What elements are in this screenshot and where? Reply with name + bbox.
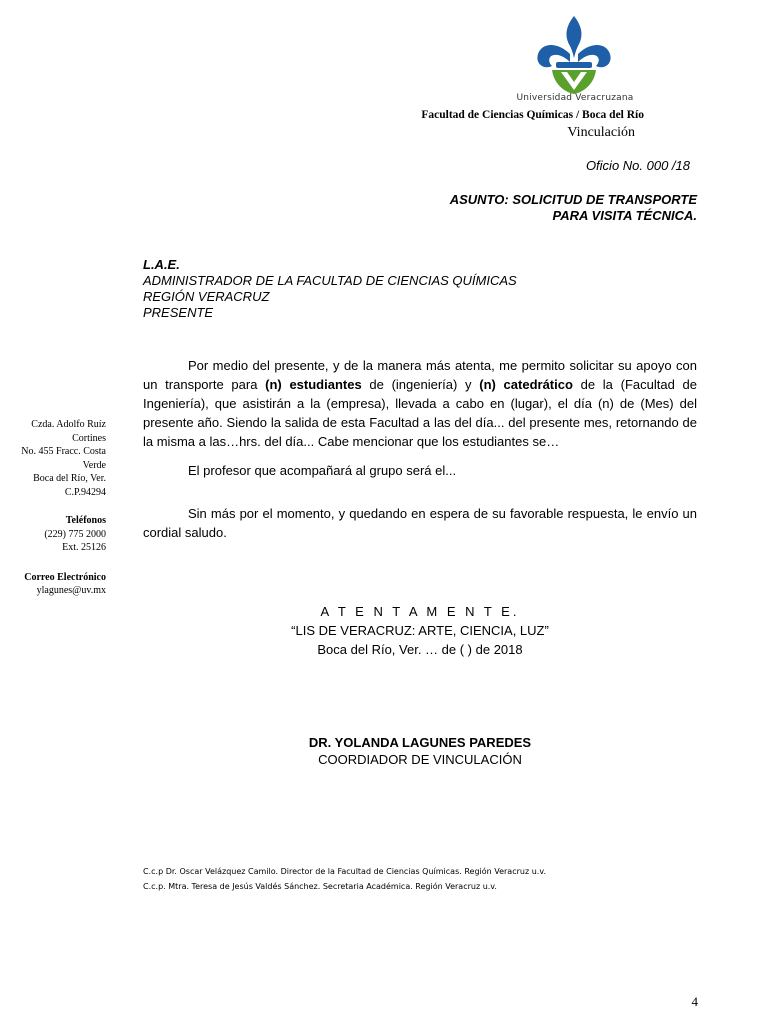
fleur-de-lis-icon: [512, 12, 636, 104]
place-date: Boca del Río, Ver. … de ( ) de 2018: [317, 642, 523, 657]
phone-extension: Ext. 25126: [62, 542, 106, 553]
atentamente: A T E N T A M E N T E.: [320, 604, 520, 619]
subject: [380, 192, 697, 224]
signer-name: DR. YOLANDA LAGUNES PAREDES: [308, 735, 532, 750]
recipient-line-3: PRESENTE: [143, 305, 214, 320]
letter-body: [143, 356, 697, 542]
p1-text-a: Por medio del presente, y de la manera más atenta, me permito solicitar su apoyo con un transporte para: [143, 358, 697, 392]
address-line-5: Boca del Río, Ver.: [33, 473, 106, 484]
address-line-6: C.P.94294: [64, 486, 106, 498]
p1-text-e: de la (Facultad de Ingeniería), que asistirán a la (empresa), llevada a cabo en (lugar), el día (n) de (Mes) del presente año. Siendo la salida de esta Facultad a las del día... del presente mes, retornando de la misma a las…hrs. del día... Cabe mencionar que los estudiantes se…: [143, 377, 697, 449]
subject-line-1: ASUNTO: SOLICITUD DE TRANSPORTE: [449, 192, 697, 207]
recipient-line-2: REGIÓN VERACRUZ: [143, 289, 270, 304]
signer-position: COORDIADOR DE VINCULACIÓN: [318, 752, 522, 767]
body-paragraph-2: El profesor que acompañará al grupo será el...: [188, 463, 457, 478]
subject-line-2: PARA VISITA TÉCNICA.: [552, 208, 697, 223]
email-label: Correo Electrónico: [24, 571, 106, 583]
ccp-block: [143, 864, 703, 894]
recipient-title: L.A.E.: [143, 257, 180, 272]
recipient-line-1: ADMINISTRADOR DE LA FACULTAD DE CIENCIAS QUÍMICAS: [143, 273, 517, 288]
p1-text-c: de (ingeniería) y: [361, 377, 480, 392]
page-number: 4: [691, 994, 698, 1009]
contact-sidebar: [4, 418, 106, 598]
phone-label: Teléfonos: [65, 515, 106, 526]
recipient-block: [143, 257, 643, 321]
logo-text: Universidad Veracruzana: [516, 93, 634, 103]
p1-professor: (n) catedrático: [479, 377, 573, 392]
ccp-line-2: C.c.p. Mtra. Teresa de Jesús Valdés Sánchez. Secretaria Académica. Región Veracruz u.v.: [143, 882, 497, 891]
address-line-4: Verde: [82, 459, 106, 471]
university-logo: [512, 12, 636, 104]
phone-number: (229) 775 2000: [44, 528, 106, 540]
faculty-name: Facultad de Ciencias Químicas / Boca del Río: [421, 109, 644, 121]
signature-block: [220, 734, 620, 768]
p1-students: (n) estudiantes: [265, 377, 362, 392]
department-name: Vinculación: [567, 125, 635, 140]
ccp-line-1: C.c.p Dr. Oscar Velázquez Camilo. Director de la Facultad de Ciencias Químicas. Región Veracruz u.v.: [143, 867, 546, 876]
oficio-number: Oficio No. 000 /18: [585, 158, 690, 173]
closing-block: [220, 602, 620, 659]
body-paragraph-1: [143, 356, 697, 451]
address-line-2: Cortines: [72, 432, 106, 444]
email-address: ylagunes@uv.mx: [36, 585, 106, 596]
motto: “LIS DE VERACRUZ: ARTE, CIENCIA, LUZ”: [291, 623, 549, 638]
address-line-3: No. 455 Fracc. Costa: [21, 446, 106, 457]
body-paragraph-3: Sin más por el momento, y quedando en espera de su favorable respuesta, le envío un cordial saludo.: [143, 506, 697, 540]
address-line-1: Czda. Adolfo Ruíz: [31, 419, 106, 430]
